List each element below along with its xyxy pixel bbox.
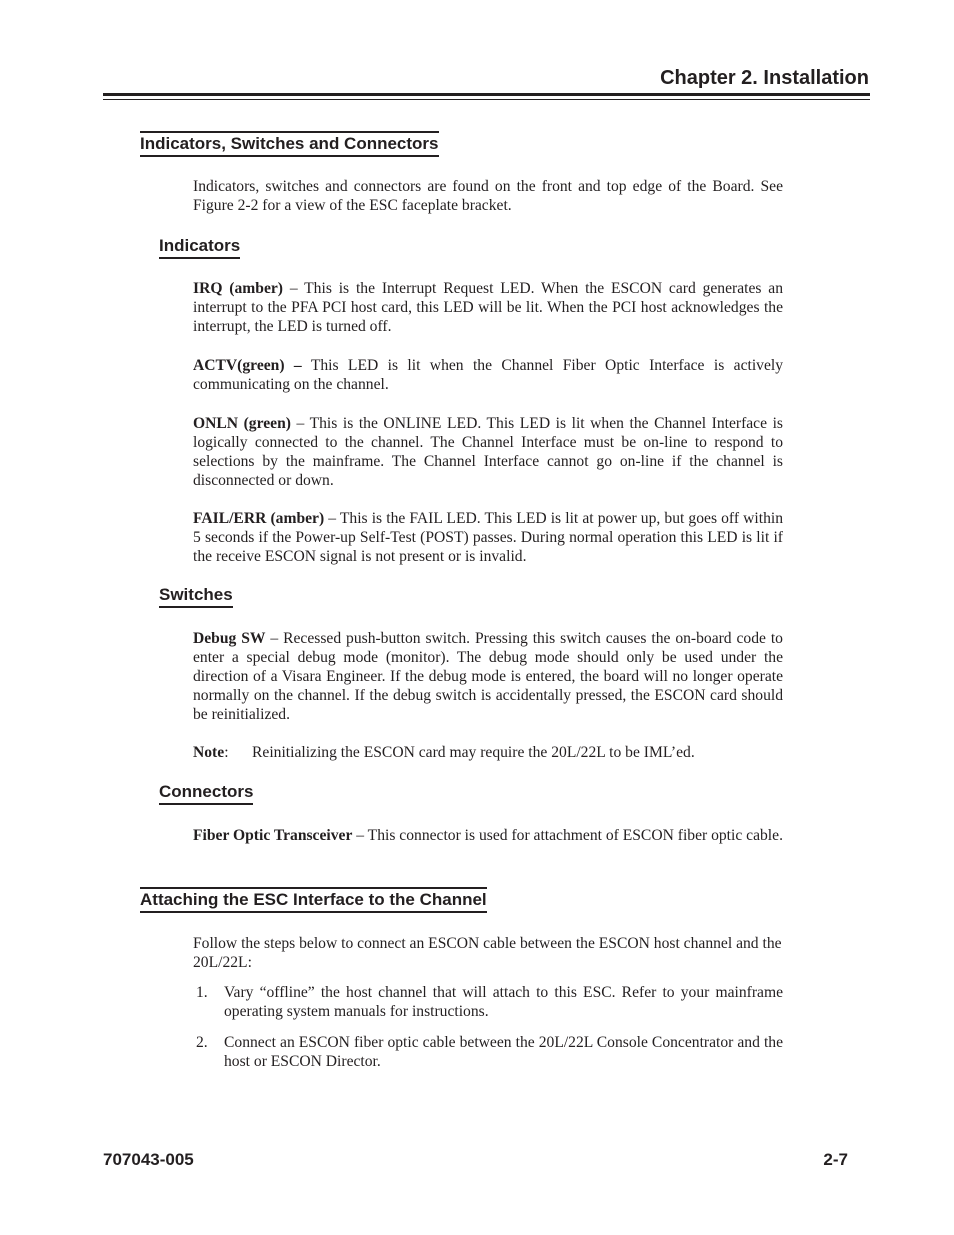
note-text: Reinitializing the ESCON card may require the 20L/22L to be IML’ed. bbox=[252, 744, 695, 761]
section2-intro-paragraph: Follow the steps below to connect an ESCON cable between the ESCON host channel and the 20L/22L: bbox=[193, 935, 782, 971]
text-onln: – This is the ONLINE LED. This LED is lit when the Channel Interface is logically connected to the channel. The Channel Interface must be on-line to respond to selections by the mainframe. The Channel Interface cannot go on-line if the channel is disconnected or down. bbox=[193, 415, 783, 489]
paragraph-fail bbox=[193, 509, 783, 566]
header-rule-thin bbox=[103, 99, 870, 100]
section-heading-indicators-switches-connectors: Indicators, Switches and Connectors bbox=[140, 131, 439, 157]
header-rule-thick bbox=[103, 93, 870, 96]
section-heading-attaching-esc: Attaching the ESC Interface to the Channel bbox=[140, 887, 487, 913]
text-fail: – This is the FAIL LED. This LED is lit at power up, but goes off within 5 seconds if the Power-up Self-Test (POST) passes. During normal operation this LED is lit if the receive ESCON signal is not present or is invalid. bbox=[193, 510, 783, 565]
section-intro-paragraph: Indicators, switches and connectors are found on the front and top edge of the Board. See Figure 2-2 for a view of the ESC faceplate bracket. bbox=[193, 178, 783, 214]
chapter-title: Chapter 2. Installation bbox=[660, 67, 869, 89]
term-fiber-optic: Fiber Optic Transceiver bbox=[193, 827, 353, 844]
step-number-2: 2. bbox=[196, 1034, 208, 1051]
paragraph-irq bbox=[193, 279, 783, 336]
step-text-2: Connect an ESCON fiber optic cable between the 20L/22L Console Concentrator and the host or ESCON Director. bbox=[224, 1034, 783, 1070]
subheading-indicators: Indicators bbox=[159, 236, 240, 259]
step-number-1: 1. bbox=[196, 984, 208, 1001]
paragraph-fiber-optic bbox=[193, 826, 783, 845]
term-actv: ACTV(green) – bbox=[193, 357, 302, 374]
footer-page-number: 2-7 bbox=[823, 1150, 848, 1169]
text-fiber-optic: – This connector is used for attachment of ESCON fiber optic cable. bbox=[352, 827, 783, 844]
paragraph-onln bbox=[193, 414, 783, 490]
term-fail: FAIL/ERR (amber) bbox=[193, 510, 325, 527]
paragraph-actv bbox=[193, 356, 783, 394]
subheading-switches: Switches bbox=[159, 585, 233, 608]
term-debug-sw: Debug SW bbox=[193, 630, 266, 647]
text-debug-sw: – Recessed push-button switch. Pressing this switch causes the on-board code to enter a special debug mode (monitor). The debug mode should only be used under the direction of a Visara Engineer. If the debug mode is entered, the board will no longer operate normally on the channel. If the debug switch is accidentally pressed, the ESCON card should be reinitialized. bbox=[193, 630, 783, 723]
text-irq: – This is the Interrupt Request LED. When the ESCON card generates an interrupt to the PFA PCI host card, this LED will be lit. When the PCI host acknowledges the interrupt, the LED is turned off. bbox=[193, 280, 784, 335]
text-actv: This LED is lit when the Channel Fiber Optic Interface is actively communicating on the channel. bbox=[193, 357, 784, 393]
paragraph-debug-sw bbox=[193, 629, 783, 724]
term-onln: ONLN (green) bbox=[193, 415, 291, 432]
subheading-connectors: Connectors bbox=[159, 782, 253, 805]
note-label: Note: bbox=[193, 744, 229, 761]
term-irq: IRQ (amber) bbox=[193, 280, 283, 297]
step-text-1: Vary “offline” the host channel that will attach to this ESC. Refer to your mainframe operating system manuals for instructions. bbox=[224, 984, 783, 1020]
footer-document-number: 707043-005 bbox=[103, 1150, 194, 1169]
